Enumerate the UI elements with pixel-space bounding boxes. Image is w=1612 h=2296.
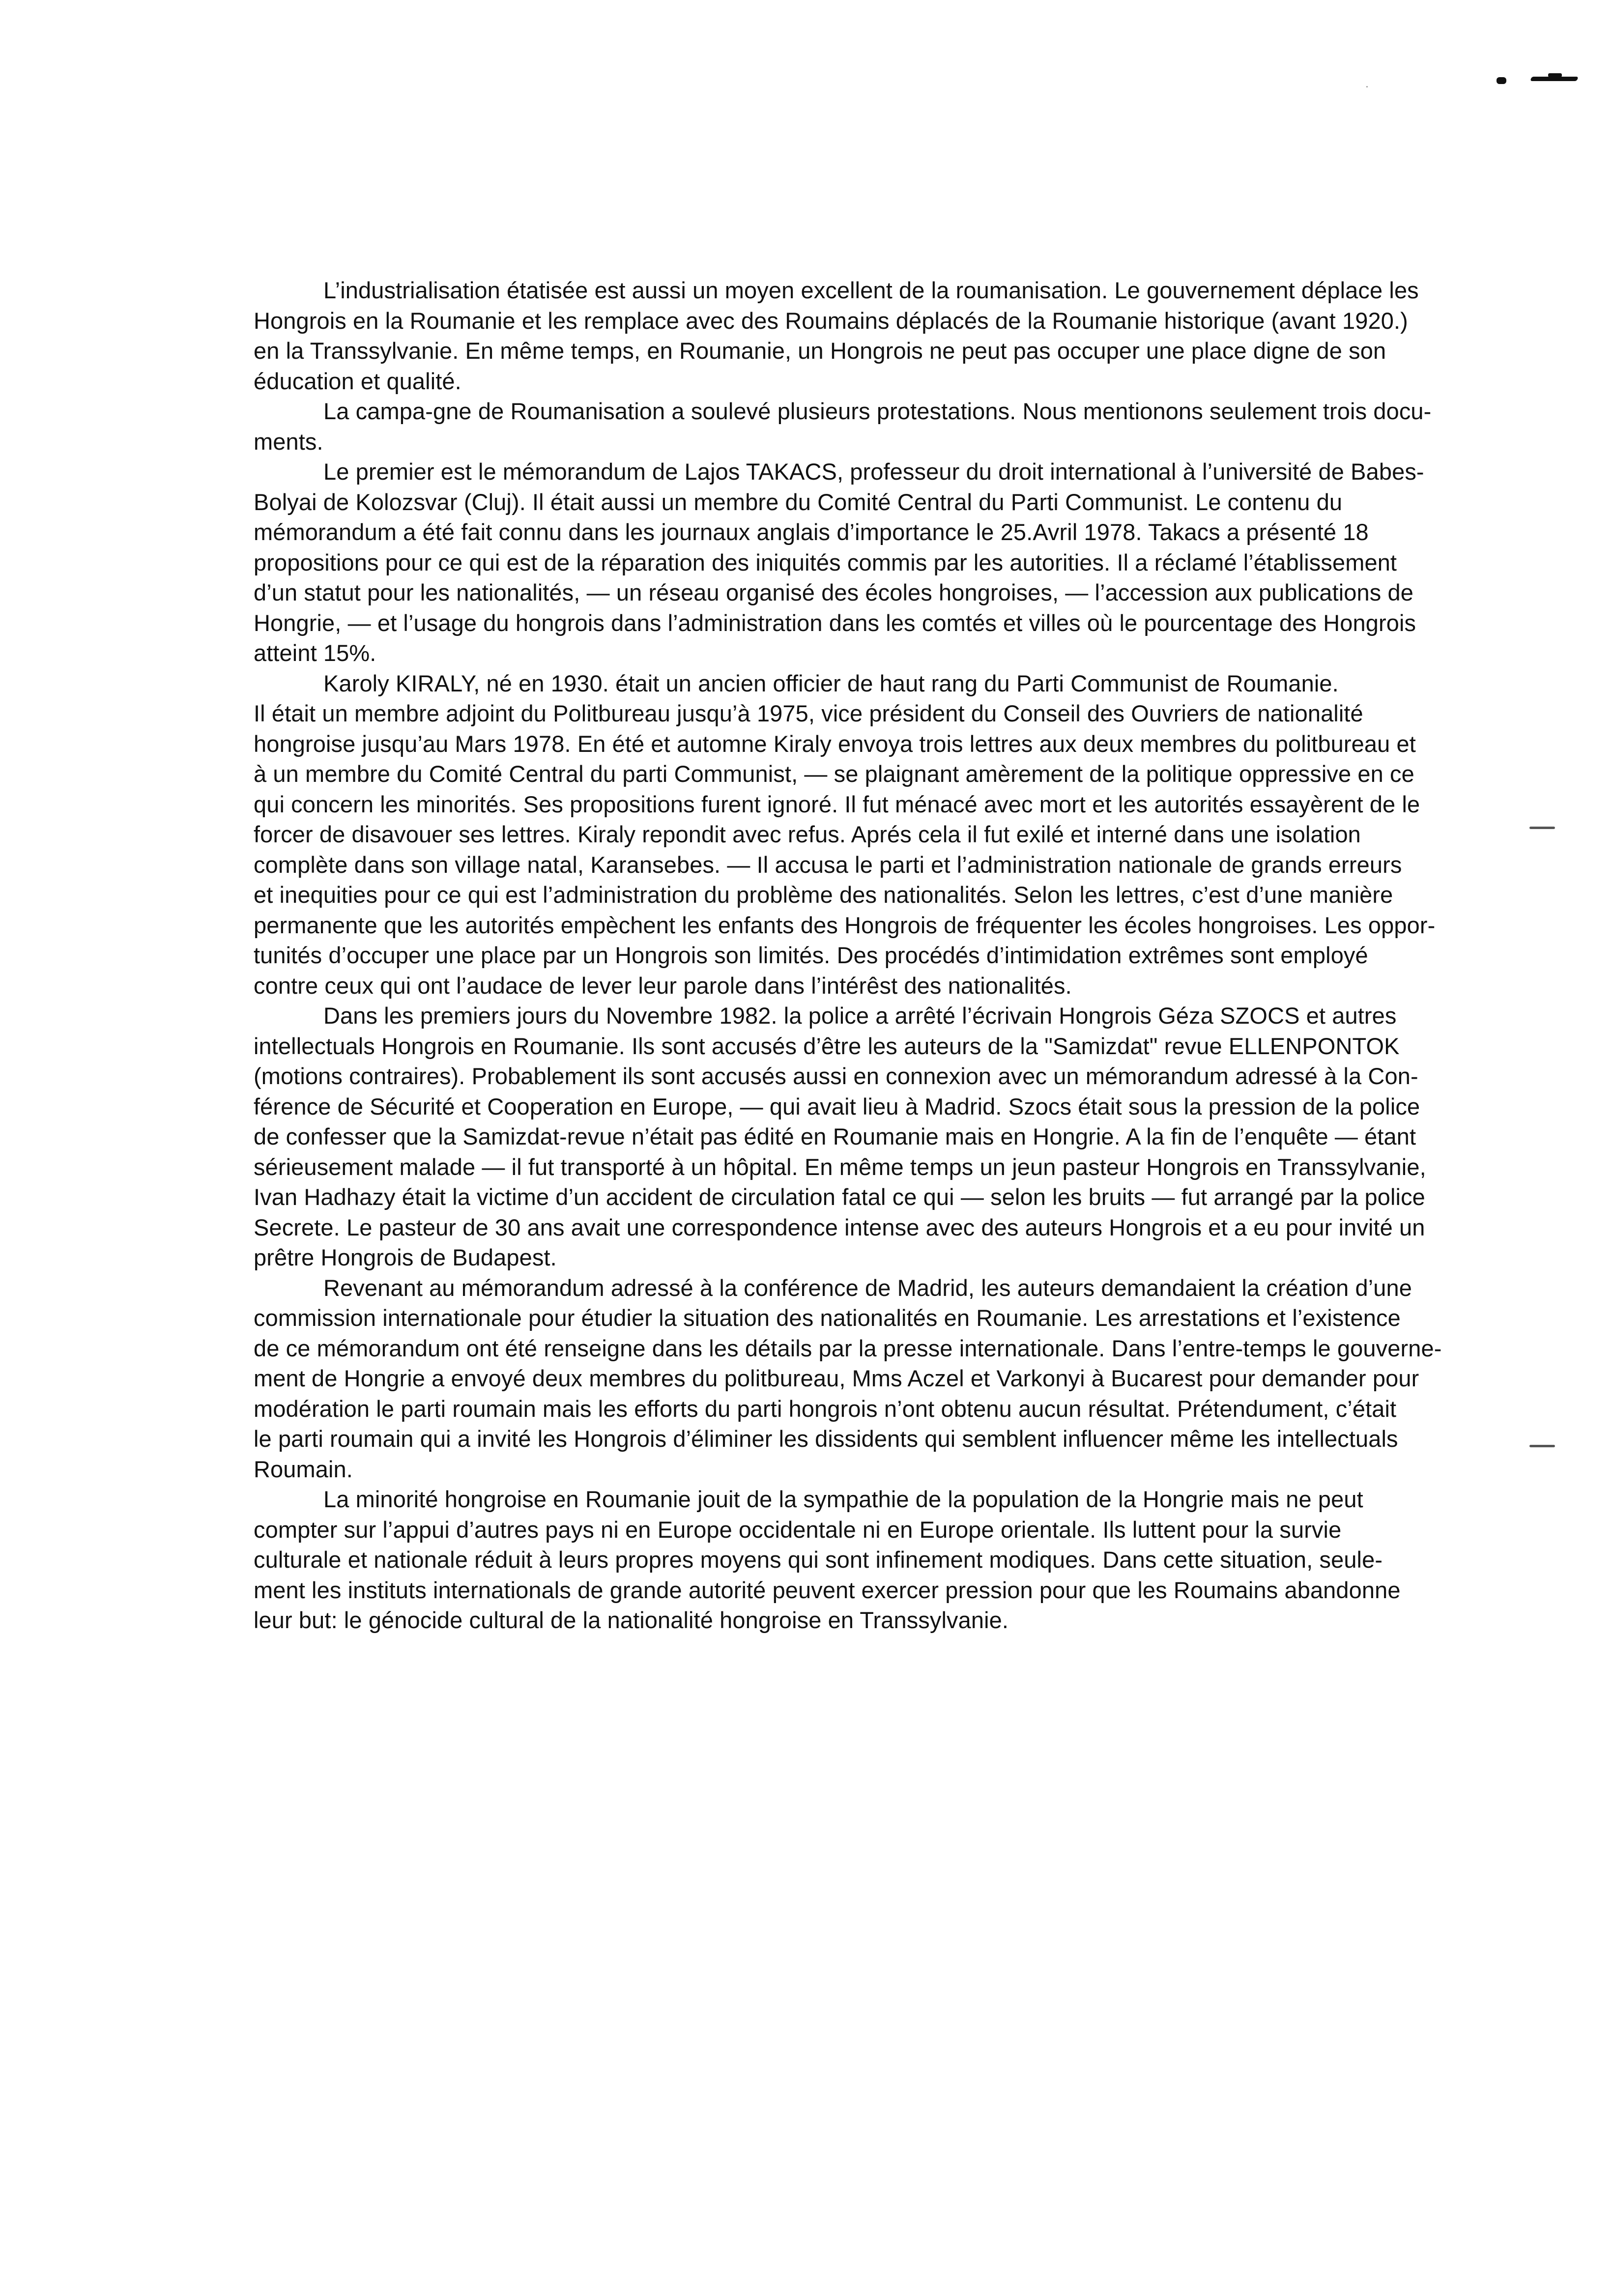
text-line: Bolyai de Kolozsvar (Cluj). Il était aussi un membre du Comité Central du Parti Communist. Le contenu du <box>254 488 1343 515</box>
paragraph <box>254 275 1419 396</box>
text-line: compter sur l’appui d’autres pays ni en Europe occidentale ni en Europe orientale. Ils luttent pour la survie <box>254 1516 1342 1543</box>
text-line: modération le parti roumain mais les efforts du parti hongrois n’ont obtenu aucun résultat. Prétendument, c’était <box>254 1395 1397 1422</box>
text-line: sérieusement malade — il fut transporté à un hôpital. En même temps un jeun pasteur Hongrois en Transsylvanie, <box>254 1153 1426 1180</box>
paragraph <box>254 1001 1426 1273</box>
text-line: de confesser que la Samizdat-revue n’était pas édité en Roumanie mais en Hongrie. A la fin de l’enquête — étant <box>254 1123 1416 1149</box>
text-line: La campa-gne de Roumanisation a soulevé plusieurs protestations. Nous mentionons seulement trois docu- <box>323 398 1432 424</box>
text-line: culturale et nationale réduit à leurs propres moyens qui sont infinement modiques. Dans cette situation, seule- <box>254 1547 1383 1573</box>
text-line: à un membre du Comité Central du parti Communist, — se plaignant amèrement de la politique oppressive en ce <box>254 761 1414 787</box>
text-line: forcer de disavouer ses lettres. Kiraly repondit avec refus. Aprés cela il fut exilé et interné dans une isolation <box>254 821 1361 847</box>
text-line: le parti roumain qui a invité les Hongrois d’éliminer les dissidents qui semblent influencer même les intellectuals <box>254 1426 1398 1452</box>
text-line: intellectuals Hongrois en Roumanie. Ils sont accusés d’être les auteurs de la "Samizdat" revue ELLENPONTOK <box>254 1033 1400 1059</box>
text-line: prêtre Hongrois de Budapest. <box>254 1244 557 1270</box>
scan-artifact-dot <box>1497 77 1506 84</box>
text-line: de ce mémorandum ont été renseigne dans les détails par la presse internationale. Dans l’entre-temps le gouverne- <box>254 1335 1442 1361</box>
margin-mark <box>1529 1445 1555 1447</box>
scan-artifact-dash <box>1548 73 1562 77</box>
text-line: ment les instituts internationals de grande autorité peuvent exercer pression pour que les Roumains abandonne <box>254 1577 1401 1603</box>
text-line: (motions contraires). Probablement ils sont accusés aussi en connexion avec un mémorandum adressé à la Con- <box>254 1063 1418 1089</box>
text-line: complète dans son village natal, Karansebes. — Il accusa le parti et l’administration nationale de grands erreurs <box>254 851 1402 878</box>
text-line: Roumain. <box>254 1456 353 1482</box>
paragraph <box>254 668 1436 1001</box>
scan-artifact-speck <box>1366 86 1368 87</box>
margin-mark <box>1529 827 1555 829</box>
text-line: Hongrois en la Roumanie et les remplace avec des Roumains déplacés de la Roumanie historique (avant 1920.) <box>254 307 1408 334</box>
text-line: mémorandum a été fait connu dans les journaux anglais d’importance le 25.Avril 1978. Takacs a présenté 18 <box>254 519 1369 545</box>
text-line: hongroise jusqu’au Mars 1978. En été et automne Kiraly envoya trois lettres aux deux membres du politbureau et <box>254 730 1416 757</box>
paragraph <box>254 457 1424 668</box>
text-line: commission internationale pour étudier la situation des nationalités en Roumanie. Les arrestations et l’existence <box>254 1305 1401 1331</box>
text-line: Il était un membre adjoint du Politbureau jusqu’à 1975, vice président du Conseil des Ouvriers de nationalité <box>254 700 1363 726</box>
text-line: Le premier est le mémorandum de Lajos TAKACS, professeur du droit international à l’université de Babes- <box>323 459 1424 485</box>
paragraph <box>254 1484 1399 1636</box>
text-line: atteint 15%. <box>254 640 376 666</box>
text-line: Hongrie, — et l’usage du hongrois dans l’administration dans les comtés et villes où le pourcentage des Hongrois <box>254 609 1416 636</box>
text-line: Dans les premiers jours du Novembre 1982. la police a arrêté l’écrivain Hongrois Géza SZOCS et autres <box>323 1003 1397 1029</box>
text-line: férence de Sécurité et Cooperation en Europe, — qui avait lieu à Madrid. Szocs était sous la pression de la police <box>254 1093 1420 1119</box>
text-line: Revenant au mémorandum adressé à la conférence de Madrid, les auteurs demandaient la création d’une <box>323 1274 1412 1301</box>
text-line: qui concern les minorités. Ses propositions furent ignoré. Il fut ménacé avec mort et les autorités essayèrent de le <box>254 791 1420 817</box>
text-line: La minorité hongroise en Roumanie jouit de la sympathie de la population de la Hongrie mais ne peut <box>323 1486 1363 1512</box>
text-line: permanente que les autorités empèchent les enfants des Hongrois de fréquenter les écoles hongroises. Les oppor- <box>254 912 1436 938</box>
document-body <box>254 275 1442 1636</box>
text-line: Ivan Hadhazy était la victime d’un accident de circulation fatal ce qui — selon les bruits — fut arrangé par la police <box>254 1184 1425 1210</box>
text-line: leur but: le génocide cultural de la nationalité hongroise en Transsylvanie. <box>254 1607 1009 1633</box>
text-line: Secrete. Le pasteur de 30 ans avait une correspondence intense avec des auteurs Hongrois et a eu pour invité un <box>254 1214 1425 1240</box>
text-line: propositions pour ce qui est de la réparation des iniquités commis par les autorities. Il a réclamé l’établissement <box>254 549 1397 575</box>
text-line: ment de Hongrie a envoyé deux membres du politbureau, Mms Aczel et Varkonyi à Bucarest pour demander pour <box>254 1365 1419 1391</box>
text-line: en la Transsylvanie. En même temps, en Roumanie, un Hongrois ne peut pas occuper une place digne de son <box>254 338 1386 364</box>
text-line: ments. <box>254 428 323 455</box>
scan-artifact-dash <box>1530 77 1578 81</box>
paragraph <box>254 396 1432 457</box>
text-line: L’industrialisation étatisée est aussi un moyen excellent de la roumanisation. Le gouvernement déplace les <box>323 277 1419 303</box>
text-line: d’un statut pour les nationalités, — un réseau organisé des écoles hongroises, — l’accession aux publications de <box>254 579 1413 605</box>
text-line: tunités d’occuper une place par un Hongrois son limités. Des procédés d’intimidation extrêmes sont employé <box>254 942 1368 968</box>
text-line: Karoly KIRALY, né en 1930. était un ancien officier de haut rang du Parti Communist de Roumanie. <box>323 670 1339 696</box>
text-line: contre ceux qui ont l’audace de lever leur parole dans l’intérêst des nationalités. <box>254 972 1072 999</box>
text-line: éducation et qualité. <box>254 368 461 394</box>
paragraph <box>254 1273 1442 1485</box>
text-line: et inequities pour ce qui est l’administration du problème des nationalités. Selon les lettres, c’est d’une manière <box>254 882 1393 908</box>
